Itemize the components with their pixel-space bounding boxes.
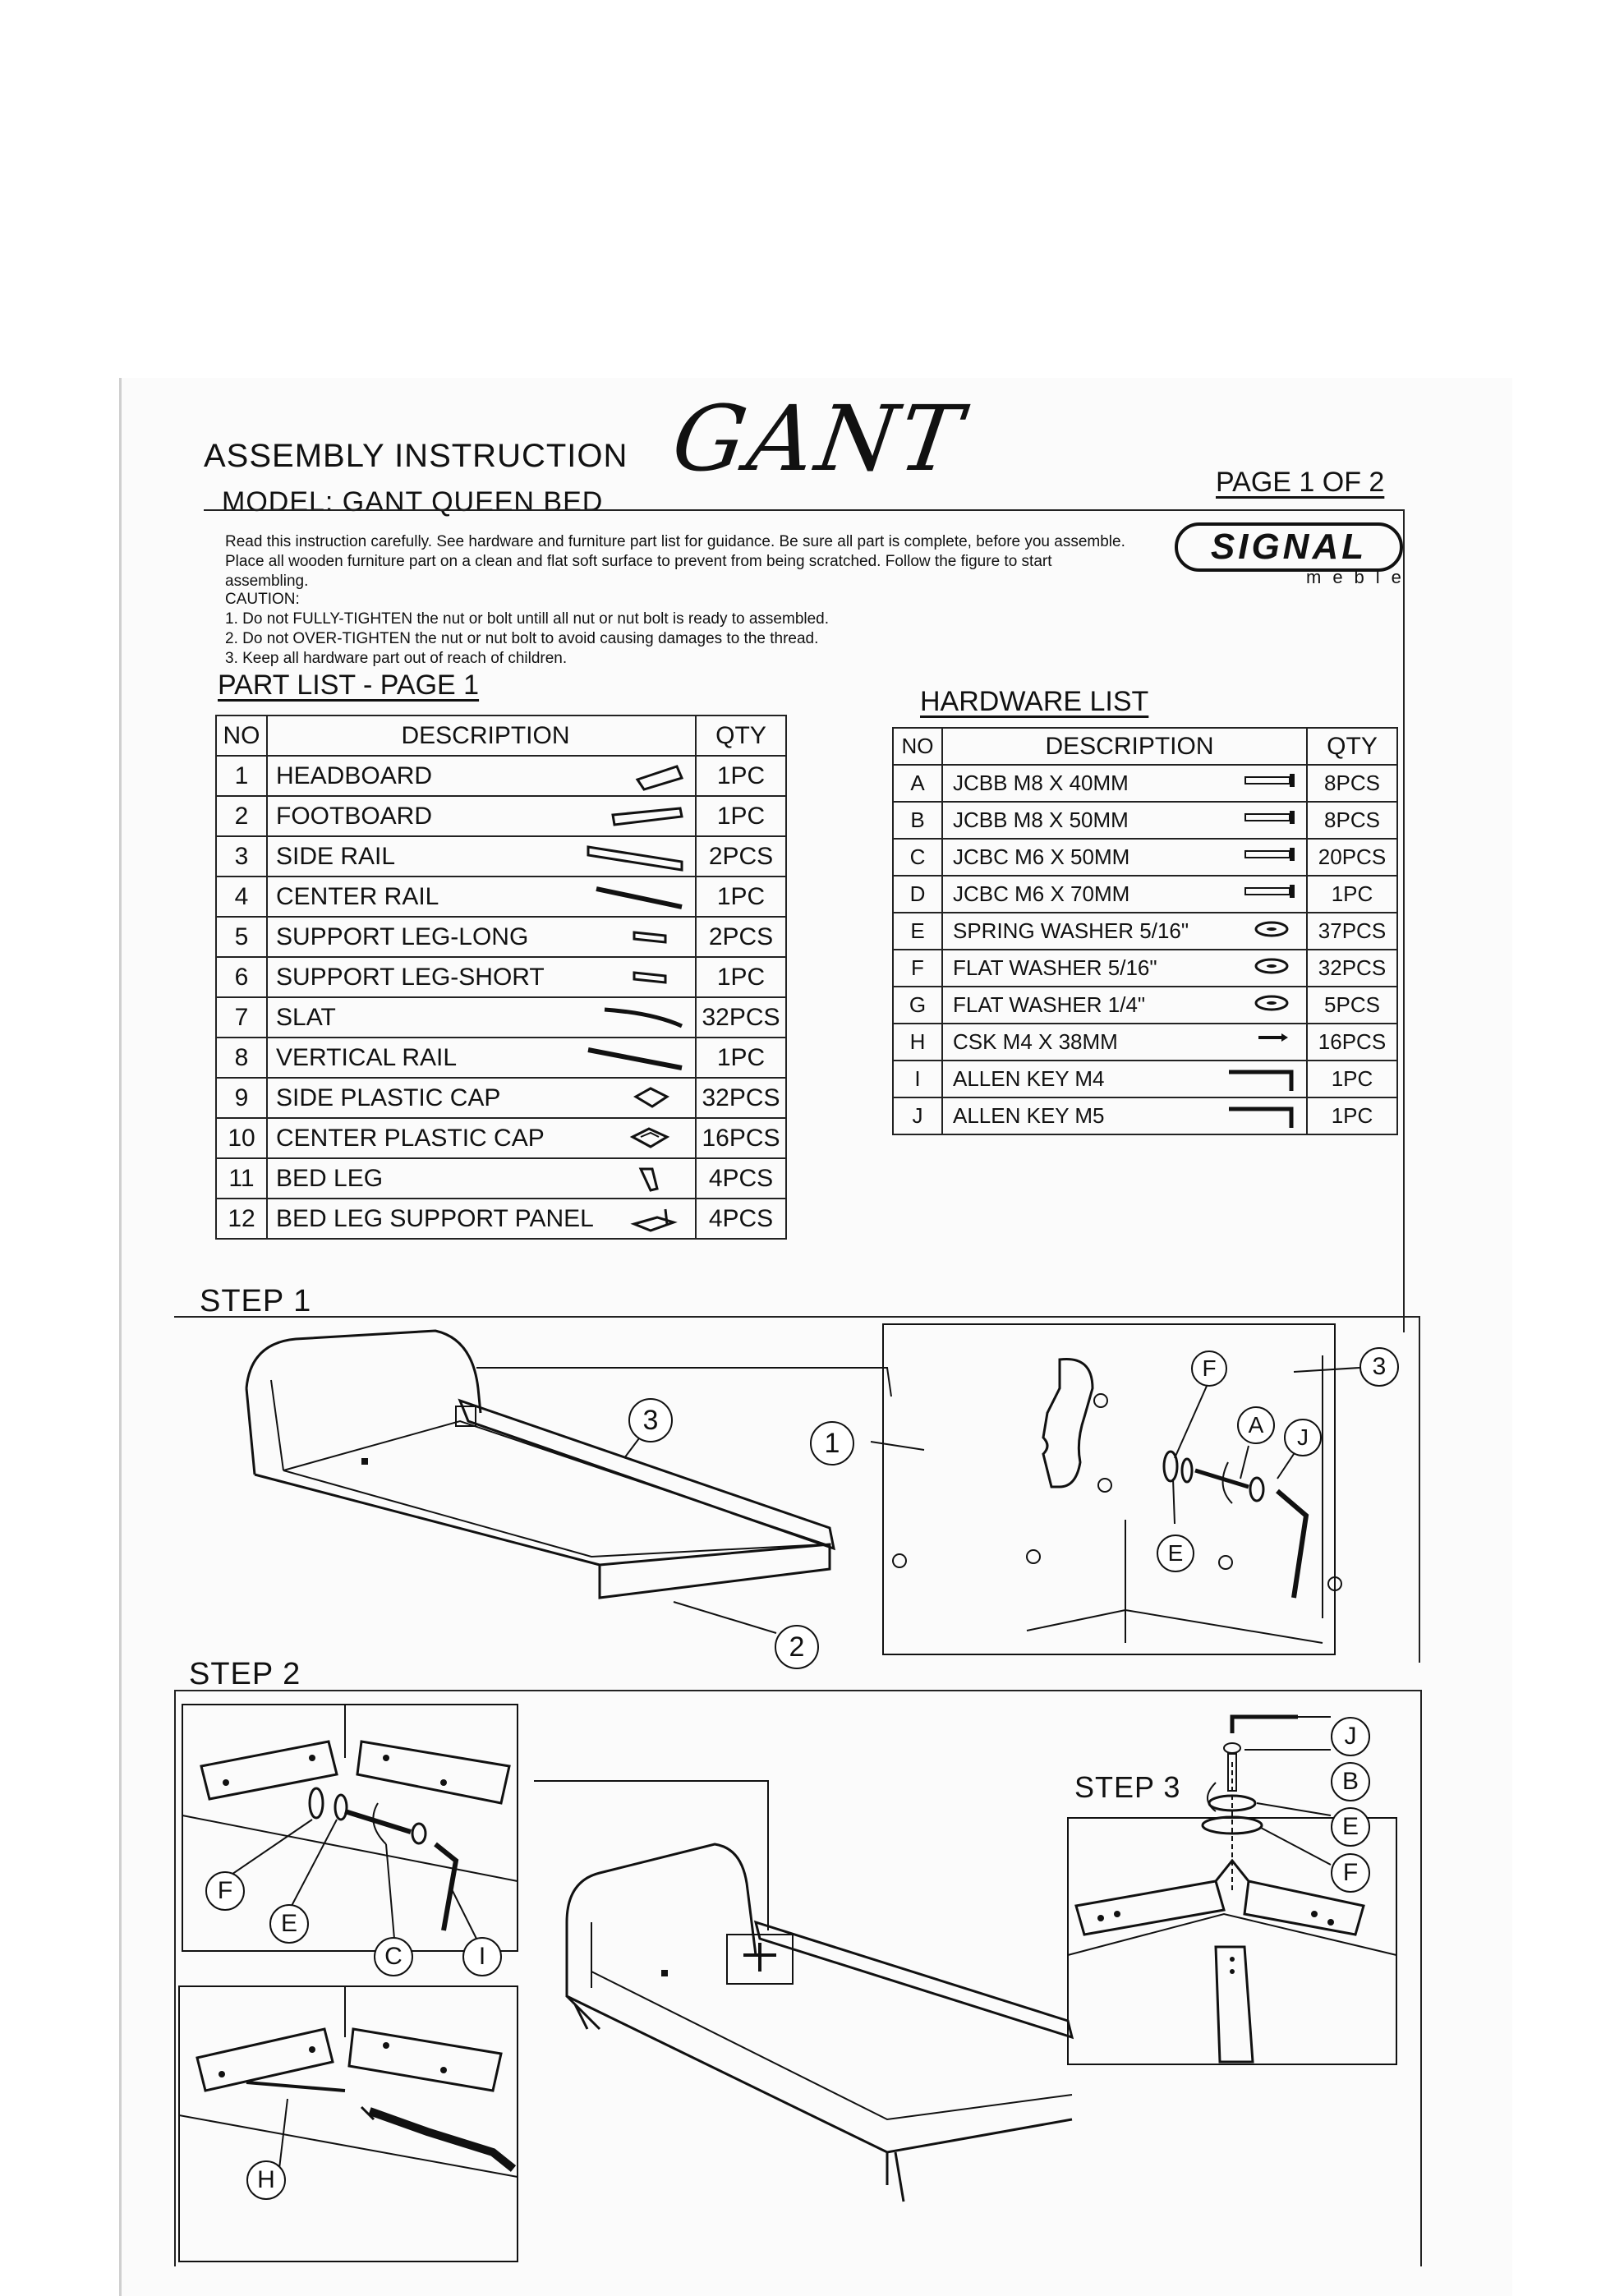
hardware-label: JCBC M6 X 50MM xyxy=(953,844,1130,869)
part-qty: 1PC xyxy=(696,957,786,997)
part-qty: 4PCS xyxy=(696,1158,786,1199)
column-header-qty: QTY xyxy=(1307,728,1397,765)
hardware-label: FLAT WASHER 5/16" xyxy=(953,955,1157,980)
part-qty: 32PCS xyxy=(696,1078,786,1118)
callout-E: E xyxy=(269,1904,309,1944)
callout-F: F xyxy=(1191,1350,1227,1387)
hardware-no: G xyxy=(893,987,942,1024)
column-header-description: DESCRIPTION xyxy=(942,728,1307,765)
callout-2: 2 xyxy=(775,1625,819,1669)
callout-E: E xyxy=(1331,1807,1370,1847)
callout-F: F xyxy=(205,1871,245,1911)
handwritten-model-name: GANT xyxy=(666,386,971,491)
part-label: SUPPORT LEG-SHORT xyxy=(276,963,545,991)
logo-text: SIGNAL xyxy=(1210,527,1368,567)
hardware-qty: 16PCS xyxy=(1307,1024,1397,1061)
hardware-no: F xyxy=(893,950,942,987)
hardware-qty: 32PCS xyxy=(1307,950,1397,987)
logo-subtext: meble xyxy=(1306,567,1413,587)
hardware-no: H xyxy=(893,1024,942,1061)
callout-3: 3 xyxy=(1359,1347,1399,1387)
callout-J: J xyxy=(1284,1419,1322,1456)
callout-E: E xyxy=(1157,1535,1194,1572)
part-no: 1 xyxy=(216,756,267,796)
document-title: ASSEMBLY INSTRUCTION xyxy=(204,438,628,474)
part-label: HEADBOARD xyxy=(276,761,433,789)
part-no: 11 xyxy=(216,1158,267,1199)
part-label: CENTER PLASTIC CAP xyxy=(276,1124,545,1152)
model-name: MODEL: GANT QUEEN BED xyxy=(222,486,604,518)
callout-A: A xyxy=(1237,1406,1275,1444)
part-no: 10 xyxy=(216,1118,267,1158)
hardware-qty: 1PC xyxy=(1307,876,1397,913)
step2-label: STEP 2 xyxy=(189,1657,301,1691)
hardware-no: E xyxy=(893,913,942,950)
hardware-list-heading: HARDWARE LIST xyxy=(920,686,1149,717)
callout-F: F xyxy=(1331,1853,1370,1893)
hardware-label: SPRING WASHER 5/16" xyxy=(953,918,1189,943)
part-label: BED LEG xyxy=(276,1164,384,1192)
caution-item: 3. Keep all hardware part out of reach of children. xyxy=(225,650,568,667)
hardware-qty: 1PC xyxy=(1307,1061,1397,1097)
callout-B: B xyxy=(1331,1762,1370,1801)
part-qty: 16PCS xyxy=(696,1118,786,1158)
part-no: 9 xyxy=(216,1078,267,1118)
hardware-no: A xyxy=(893,765,942,802)
part-qty: 1PC xyxy=(696,756,786,796)
hardware-qty: 5PCS xyxy=(1307,987,1397,1024)
intro-text: Read this instruction carefully. See hardware and furniture part list for guidance. Be sure all part is complete, before you assemble. Place all wooden furniture part on a clean and flat soft surface to prevent from being scratched. Follow the figure to start assembling. xyxy=(225,533,1125,590)
hardware-label: JCBB M8 X 50MM xyxy=(953,808,1129,832)
page-number: PAGE 1 OF 2 xyxy=(1216,467,1385,498)
column-header-qty: QTY xyxy=(696,715,786,756)
hardware-qty: 20PCS xyxy=(1307,839,1397,876)
column-header-no: NO xyxy=(893,728,942,765)
hardware-no: I xyxy=(893,1061,942,1097)
hardware-no: B xyxy=(893,802,942,839)
hardware-label: FLAT WASHER 1/4" xyxy=(953,992,1146,1017)
part-label: BED LEG SUPPORT PANEL xyxy=(276,1204,594,1232)
callout-J: J xyxy=(1331,1717,1370,1756)
callout-3: 3 xyxy=(628,1398,673,1442)
part-label: VERTICAL RAIL xyxy=(276,1043,458,1071)
part-label: CENTER RAIL xyxy=(276,882,439,910)
part-qty: 4PCS xyxy=(696,1199,786,1239)
part-qty: 1PC xyxy=(696,877,786,917)
part-label: SIDE PLASTIC CAP xyxy=(276,1084,501,1111)
column-header-description: DESCRIPTION xyxy=(267,715,696,756)
part-no: 12 xyxy=(216,1199,267,1239)
hardware-qty: 37PCS xyxy=(1307,913,1397,950)
part-no: 7 xyxy=(216,997,267,1038)
part-list-heading: PART LIST - PAGE 1 xyxy=(218,669,480,701)
caution-label: CAUTION: xyxy=(225,591,300,608)
part-label: SLAT xyxy=(276,1003,336,1031)
hardware-no: J xyxy=(893,1097,942,1134)
hardware-qty: 8PCS xyxy=(1307,765,1397,802)
hardware-no: C xyxy=(893,839,942,876)
part-no: 2 xyxy=(216,796,267,836)
part-qty: 32PCS xyxy=(696,997,786,1038)
hardware-qty: 1PC xyxy=(1307,1097,1397,1134)
part-label: FOOTBOARD xyxy=(276,802,433,830)
part-qty: 1PC xyxy=(696,796,786,836)
hardware-qty: 8PCS xyxy=(1307,802,1397,839)
hardware-label: JCBB M8 X 40MM xyxy=(953,771,1129,795)
step3-label: STEP 3 xyxy=(1074,1770,1181,1804)
hardware-label: JCBC M6 X 70MM xyxy=(953,881,1130,906)
caution-item: 2. Do not OVER-TIGHTEN the nut or nut bolt to avoid causing damages to the thread. xyxy=(225,630,819,647)
callout-H: H xyxy=(246,2160,286,2200)
part-label: SUPPORT LEG-LONG xyxy=(276,923,529,950)
hardware-label: ALLEN KEY M4 xyxy=(953,1066,1105,1091)
column-header-no: NO xyxy=(216,715,267,756)
caution-item: 1. Do not FULLY-TIGHTEN the nut or bolt untill all nut or nut bolt is ready to assembled. xyxy=(225,610,830,628)
step1-label: STEP 1 xyxy=(200,1284,312,1318)
part-no: 5 xyxy=(216,917,267,957)
part-no: 4 xyxy=(216,877,267,917)
part-qty: 1PC xyxy=(696,1038,786,1078)
callout-C: C xyxy=(374,1937,413,1976)
part-no: 8 xyxy=(216,1038,267,1078)
callout-1: 1 xyxy=(810,1421,854,1465)
part-no: 6 xyxy=(216,957,267,997)
hardware-label: CSK M4 X 38MM xyxy=(953,1029,1118,1054)
part-label: SIDE RAIL xyxy=(276,842,396,870)
part-qty: 2PCS xyxy=(696,917,786,957)
part-no: 3 xyxy=(216,836,267,877)
callout-I: I xyxy=(462,1937,502,1976)
hardware-no: D xyxy=(893,876,942,913)
hardware-label: ALLEN KEY M5 xyxy=(953,1103,1105,1128)
part-qty: 2PCS xyxy=(696,836,786,877)
